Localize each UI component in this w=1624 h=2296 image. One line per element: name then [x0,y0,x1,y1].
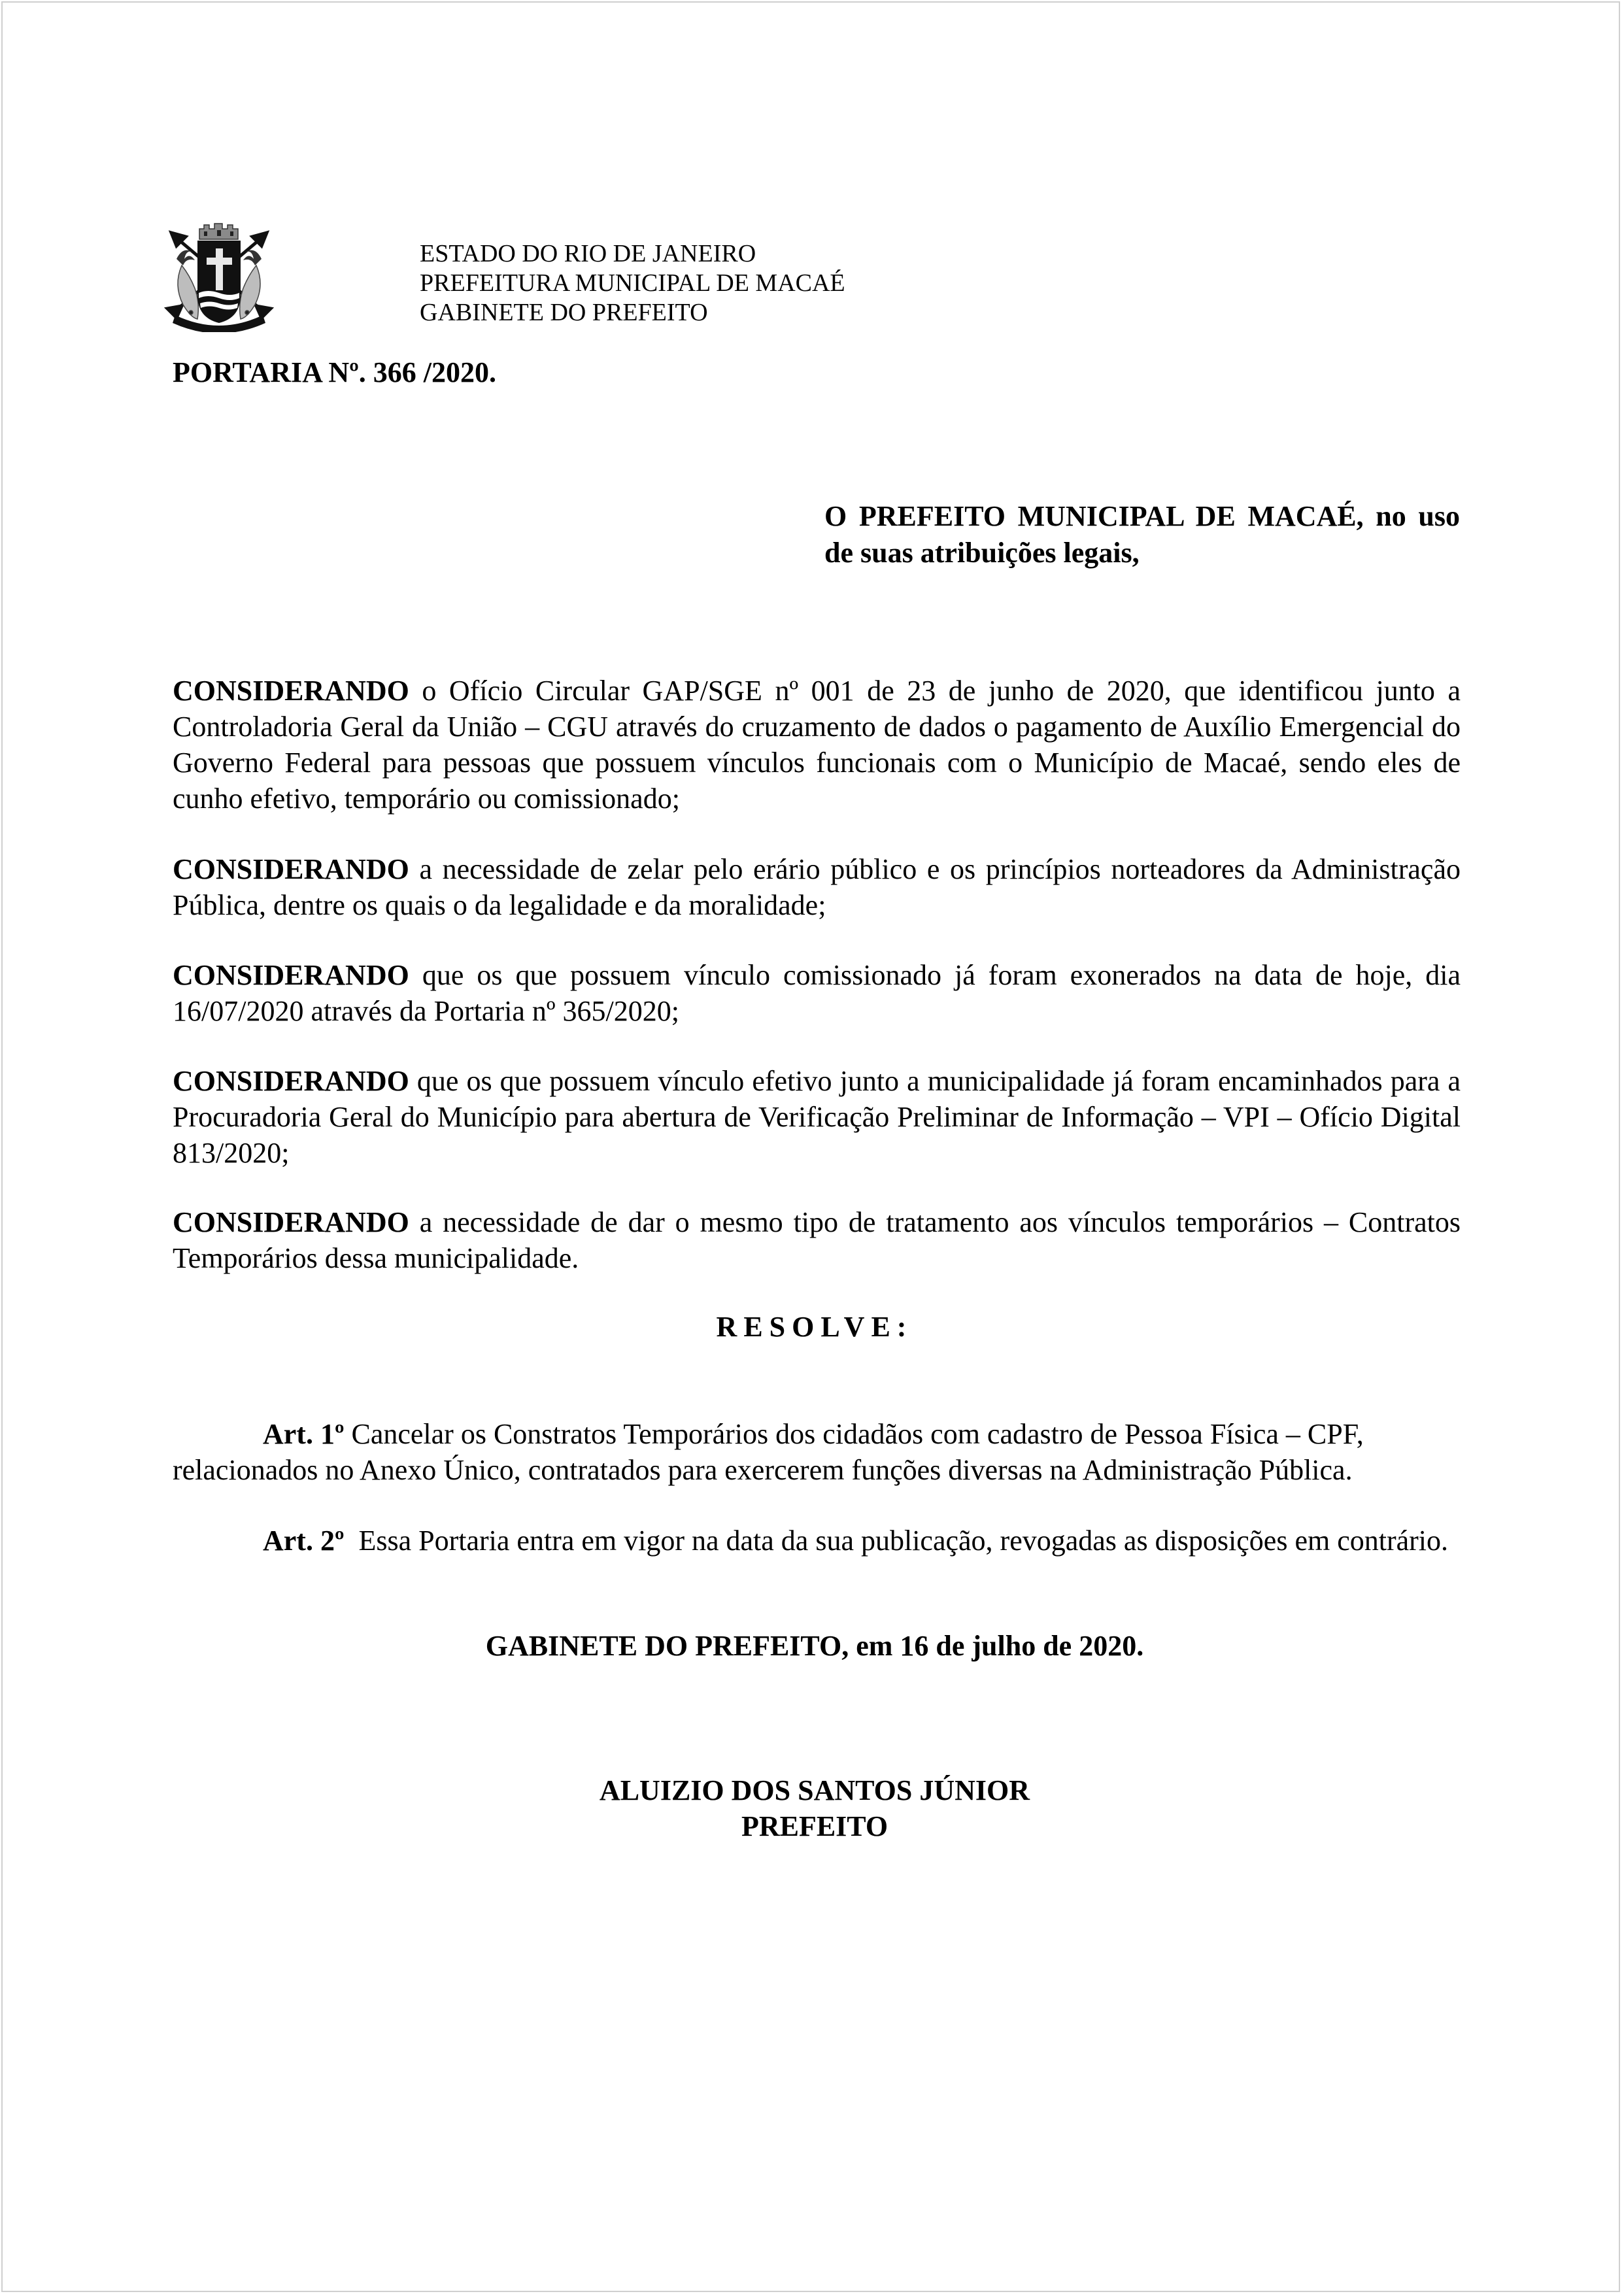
article-label: Art. 2º [263,1525,345,1557]
letterhead-municipality: PREFEITURA MUNICIPAL DE MACAÉ [420,269,845,297]
letterhead [420,239,845,328]
considerando-keyword: CONSIDERANDO [173,1065,409,1097]
signature-block [3,1772,1624,1844]
coat-of-arms-seal [157,220,281,332]
article-text: Essa Portaria entra em vigor na data da sua publicação, revogadas as disposições em contrário. [344,1525,1449,1557]
article-label: Art. 1º [263,1418,345,1450]
considerando-text: o Ofício Circular GAP/SGE nº 001 de 23 de junho de 2020, que identificou junto a Controladoria Geral da União – CGU através do cruzamento de dados o pagamento de Auxílio Emergencial do Governo Federal para pessoas que possuem vínculos funcionais com o Município de Macaé, sendo eles de cunho efetivo, temporário ou comissionado; [173,675,1461,815]
article-2 [173,1523,1461,1559]
considerando-paragraph [173,957,1461,1029]
document-title: PORTARIA Nº. 366 /2020. [173,356,496,388]
article-1 [173,1416,1461,1488]
closing-date-line: GABINETE DO PREFEITO, em 16 de julho de 2020. [485,1630,1144,1662]
considerando-keyword: CONSIDERANDO [173,675,409,707]
resolve-heading: RESOLVE: [716,1311,913,1343]
document-page [1,1,1620,2292]
article-text: Cancelar os Constratos Temporários dos cidadãos com cadastro de Pessoa Física – CPF, relacionados no Anexo Único, contratados para exercerem funções diversas na Administração Pública. [173,1418,1364,1486]
signatory-name: ALUIZIO DOS SANTOS JÚNIOR [599,1774,1030,1806]
considerando-keyword: CONSIDERANDO [173,853,409,885]
considerando-text: a necessidade de dar o mesmo tipo de tratamento aos vínculos temporários – Contratos Temporários dessa municipalidade. [173,1206,1461,1274]
considerando-keyword: CONSIDERANDO [173,959,409,991]
considerando-paragraph [173,851,1461,923]
preamble: O PREFEITO MUNICIPAL DE MACAÉ, no uso de suas atribuições legais, [824,500,1460,569]
considerando-paragraph [173,673,1461,817]
considerando-text: a necessidade de zelar pelo erário público e os princípios norteadores da Administração Pública, dentre os quais o da legalidade e da moralidade; [173,853,1461,921]
considerando-text: que os que possuem vínculo efetivo junto a municipalidade já foram encaminhados para a Procuradoria Geral do Município para abertura de Verificação Preliminar de Informação – VPI – Ofício Digital 813/2020; [173,1065,1461,1169]
considerando-paragraph [173,1204,1461,1276]
letterhead-state: ESTADO DO RIO DE JANEIRO [420,240,756,267]
crown-icon [199,224,238,239]
considerando-keyword: CONSIDERANDO [173,1206,409,1238]
letterhead-office: GABINETE DO PREFEITO [420,299,708,326]
considerando-paragraph [173,1063,1461,1171]
considerando-text: que os que possuem vínculo comissionado já foram exonerados na data de hoje, dia 16/07/2020 através da Portaria nº 365/2020; [173,959,1461,1027]
signatory-title: PREFEITO [741,1810,888,1842]
